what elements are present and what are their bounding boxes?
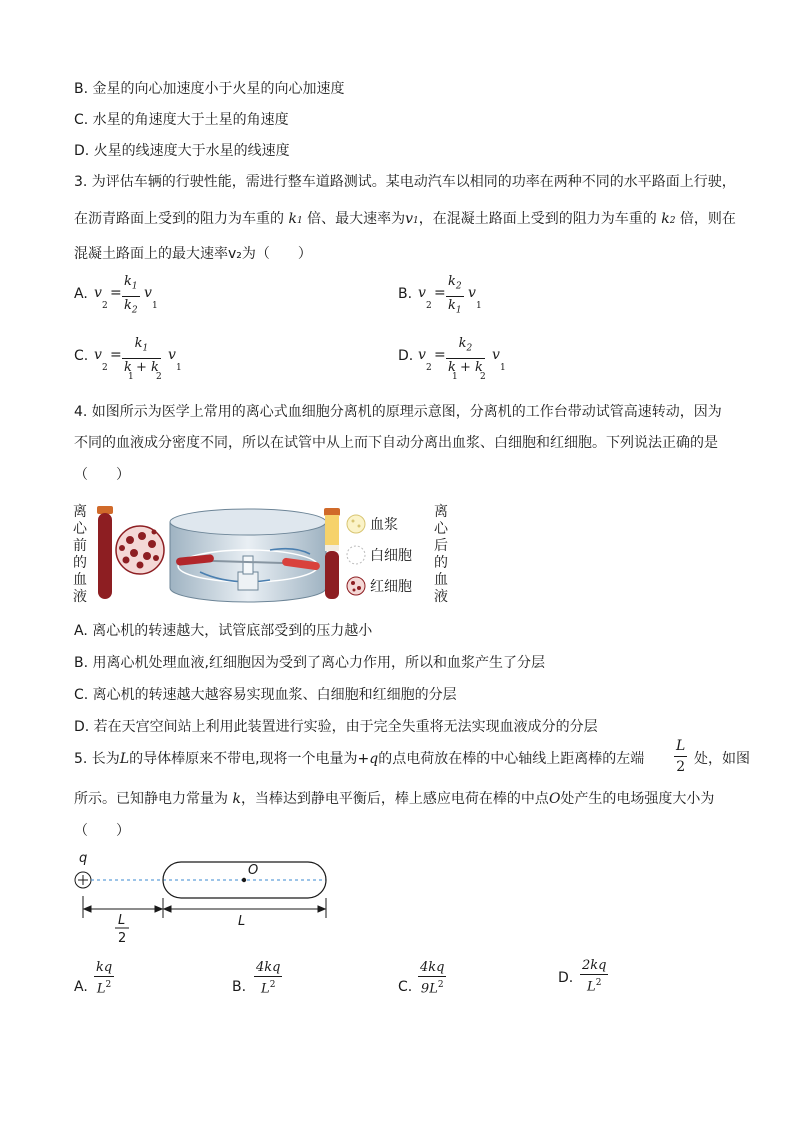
centrifuge-figure [70, 500, 460, 610]
q5-option-a-formula: kq $L^2$ [96, 960, 113, 997]
option-b-venus: B. 金星的向心加速度小于火星的向心加速度 [74, 81, 345, 97]
q5-line-3: （ ） [74, 823, 130, 839]
tube-after [324, 508, 340, 599]
wbc-label: 白细胞 [370, 548, 412, 564]
right-vertical-label [434, 504, 449, 605]
right-label-char: 的 [434, 555, 448, 571]
option-c-mercury: C. 水星的角速度大于土星的角速度 [74, 112, 289, 128]
left-label-char: 离 [73, 504, 87, 520]
left-label-char: 血 [73, 572, 87, 588]
plasma-icon [347, 515, 365, 533]
midpoint-o-label: O [248, 863, 259, 878]
left-label-char: 前 [73, 538, 87, 554]
q5-option-a-label: A. [74, 979, 88, 995]
rod-length-label: L [238, 914, 246, 929]
rbc-label: 红细胞 [370, 579, 412, 595]
q5-option-b-formula: 4kq $L^2$ [256, 960, 281, 997]
tube-before [97, 506, 113, 599]
blood-cells-magnified [116, 526, 164, 574]
plasma-label: 血浆 [370, 517, 398, 533]
option-d-mars: D. 火星的线速度大于水星的线速度 [74, 143, 290, 159]
right-label-char: 心 [434, 521, 448, 537]
q4-option-b: B. 用离心机处理血液,红细胞因为受到了离心力作用，所以和血浆产生了分层 [74, 655, 545, 671]
conductor-rod-figure [70, 848, 340, 948]
q3-option-a-label: A. [74, 286, 88, 302]
left-label-char: 的 [73, 555, 87, 571]
half-length-num: L [118, 913, 126, 928]
centrifuge-drum [170, 509, 326, 602]
right-label-char: 离 [434, 504, 448, 520]
right-label-char: 液 [434, 589, 448, 605]
left-label-char: 液 [73, 589, 87, 605]
point-charge-plus-icon [75, 872, 91, 888]
q3-line-2: 在沥青路面上受到的阻力为车重的 k1 倍、最大速率为v1，在混凝土路面上受到的阻力为车重的 k2 倍，则在 [74, 211, 736, 227]
half-length-den: 2 [118, 931, 127, 946]
q4-option-c: C. 离心机的转速越大越容易实现血浆、白细胞和红细胞的分层 [74, 687, 457, 703]
q4-line-1: 4. 如图所示为医学上常用的离心式血细胞分离机的原理示意图，分离机的工作台带动试管高速转动，因为 [74, 404, 722, 420]
q3-option-c-label: C. [74, 348, 89, 364]
midpoint-o-dot [242, 878, 246, 882]
right-label-char: 后 [434, 538, 448, 554]
rbc-icon [347, 577, 365, 595]
q3-option-b-label: B. [398, 286, 413, 302]
left-label-char: 心 [73, 521, 87, 537]
charge-q-label: q [79, 851, 88, 866]
q3-line-1: 3. 为评估车辆的行驶性能，需进行整车道路测试。某电动汽车以相同的功率在两种不同的水平路面上行驶， [74, 174, 736, 190]
q5-line-1: 5. 长为L的导体棒原来不带电,现将一个电量为+q的点电荷放在棒的中心轴线上距离棒的左端 [74, 751, 645, 767]
q5-option-c-formula: 4kq $9L^2$ [420, 960, 445, 997]
wbc-icon [347, 546, 365, 564]
q4-line-3: （ ） [74, 467, 130, 483]
q5-line-2: 所示。已知静电力常量为 k，当棒达到静电平衡后，棒上感应电荷在棒的中点O处产生的电场强度大小为 [74, 791, 715, 807]
q4-option-d: D. 若在天宫空间站上利用此装置进行实验，由于完全失重将无法实现血液成分的分层 [74, 719, 598, 735]
q3-option-d-label: D. [398, 348, 414, 364]
q4-line-2: 不同的血液成分密度不同，所以在试管中从上而下自动分离出血浆、白细胞和红细胞。下列说法正确的是 [74, 435, 718, 451]
left-vertical-label [73, 504, 88, 605]
q5-frac-L-over-2: L 2 [676, 738, 686, 775]
q5-option-d-label: D. [558, 970, 574, 986]
q5-line-1-end: 处，如图 [694, 751, 750, 767]
q5-option-c-label: C. [398, 979, 413, 995]
q3-line-3: 混凝土路面上的最大速率v₂为（ ） [74, 246, 312, 262]
q5-option-b-label: B. [232, 979, 247, 995]
right-label-char: 血 [434, 572, 448, 588]
q5-option-d-formula: 2kq $L^2$ [582, 958, 607, 995]
q4-option-a: A. 离心机的转速越大，试管底部受到的压力越小 [74, 623, 373, 639]
